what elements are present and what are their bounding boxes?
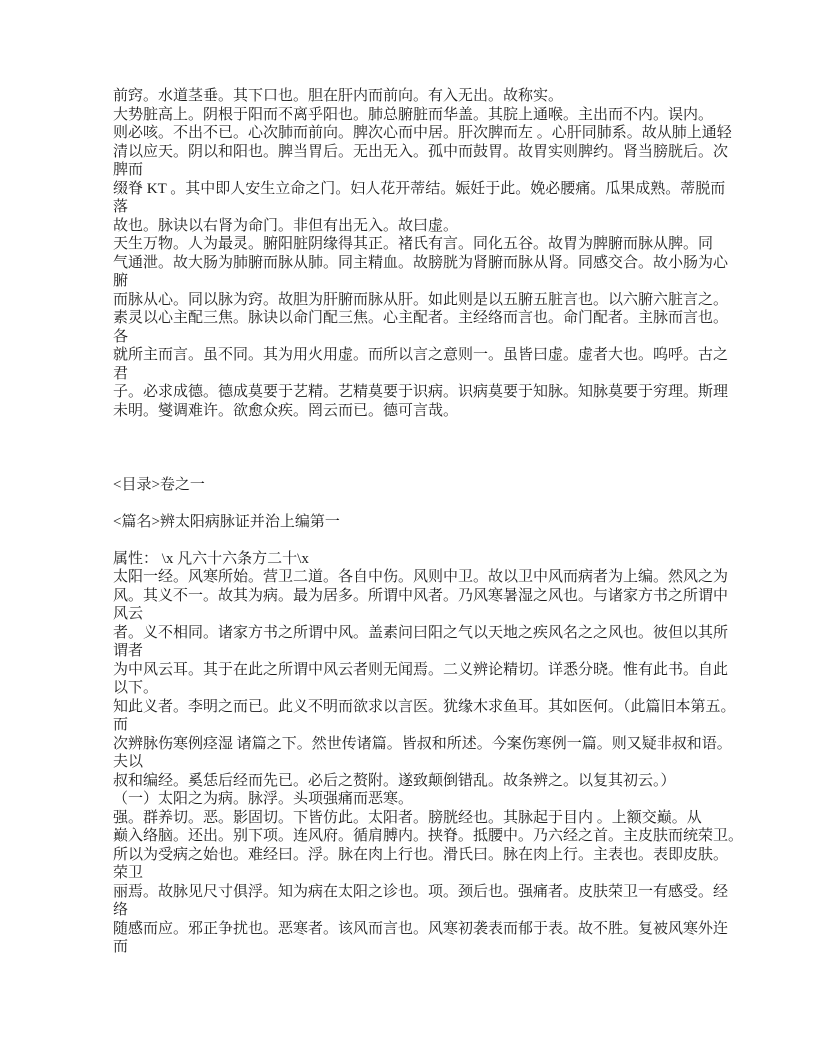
text-line: 丽焉。故脉见尺寸俱浮。知为病在太阳之诊也。项。颈后也。强痛者。皮肤荣卫一有感受。经	[113, 883, 729, 900]
text-line: 各	[113, 328, 129, 345]
text-line: 君	[113, 365, 129, 382]
text-line: 强。群养切。恶。影固切。下皆仿此。太阳者。膀胱经也。其脉起于目内 。上额交巅。从	[113, 809, 702, 826]
text-line: 以下。	[113, 680, 159, 696]
text-line: 次辨脉伤寒例痉湿 诸篇之下。然世传诸篇。皆叔和所述。今案伤寒例一篇。则又疑非叔和语。	[113, 735, 732, 752]
text-line: 所以为受病之始也。难经曰。浮。脉在肉上行也。滑氏曰。脉在肉上行。主表也。表即皮肤。	[113, 846, 729, 863]
text-line: 风云	[113, 606, 144, 622]
text-line: 夫以	[113, 754, 144, 770]
text-line: <篇名>辨太阳病脉证并治上编第一	[113, 513, 340, 530]
text-line: 风。其义不一。故其为病。最为居多。所谓中风者。乃风寒暑湿之风也。与诸家方书之所谓中	[113, 587, 729, 604]
text-line	[113, 439, 713, 458]
text-line: 大势脏高上。阴根于阳而不离乎阳也。肺总腑脏而华盖。其脘上通喉。主出而不内。误内。	[113, 106, 714, 123]
text-line: 巅入络脑。还出。别下项。连风府。循肩膊内。挟脊。抵腰中。乃六经之首。主皮肤而统荣卫。	[113, 828, 744, 844]
text-line: 气通泄。故大肠为肺腑而脉从肺。同主精血。故膀胱为肾腑而脉从肾。同感交合。故小肠为心	[113, 254, 729, 271]
text-line: 而	[113, 717, 129, 733]
text-line: 未明。燮调难许。欲愈众疾。罔云而已。德可言哉。	[113, 402, 459, 419]
text-line: 脾而	[113, 162, 144, 178]
text-line: 而脉从心。同以脉为窍。故胆为肝腑而脉从肝。如此则是以五腑五脏言也。以六腑六脏言之。	[113, 291, 729, 308]
text-line	[113, 420, 713, 439]
document-body	[113, 87, 744, 957]
text-line: 天生万物。人为最灵。腑阳脏阴缘得其正。褚氏有言。同化五谷。故胃为脾腑而脉从脾。同	[113, 236, 714, 252]
text-line: 太阳一经。风寒所始。营卫二道。各自中伤。风则中卫。故以卫中风而病者为上编。然风之为	[113, 569, 729, 585]
text-line: 叔和编经。奚恁后经而先已。必后之赘附。遂致颠倒错乱。故条辨之。以复其初云。）	[113, 772, 676, 789]
text-line: 荣卫	[113, 865, 144, 881]
text-line: 知此义者。李明之而已。此义不明而欲求以言医。犹缘木求鱼耳。其如医何。（此篇旧本第五。	[113, 698, 736, 715]
text-line: 前窍。水道茎垂。其下口也。胆在肝内而前向。有入无出。故称实。	[113, 88, 564, 104]
text-line: 随感而应。邪正争扰也。恶寒者。该风而言也。风寒初袭表而郁于表。故不胜。复被风寒外迕	[113, 920, 729, 937]
text-line: 缀脊 KT 。其中即人安生立命之门。妇人花开蒂结。娠妊于此。娩必腰痛。瓜果成熟。蒂脱而	[113, 180, 726, 197]
text-line: 者。义不相同。诸家方书之所谓中风。盖素问曰阳之气以天地之疾风名之之风也。彼但以其所	[113, 624, 729, 641]
text-line: 就所主而言。虽不同。其为用火用虚。而所以言之意则一。虽皆曰虚。虚者大也。呜呼。古之	[113, 347, 729, 363]
text-line: 素灵以心主配三焦。脉诀以命门配三焦。心主配者。主经络而言也。命门配者。主脉而言也。	[113, 310, 729, 326]
text-line: 为中风云耳。其于在此之所谓中风云者则无闻焉。二义辨论精切。详悉分晓。惟有此书。自此	[113, 661, 729, 678]
text-line: 腑	[113, 273, 129, 289]
text-line: 络	[113, 902, 129, 918]
text-line	[113, 457, 713, 476]
text-line: <目录>卷之一	[113, 476, 205, 493]
text-line: 则必咳。不出不已。心次肺而前向。脾次心而中居。肝次脾而左 。心肝同肺系。故从肺上通轻	[113, 125, 732, 141]
text-line	[113, 531, 713, 550]
text-line: 而	[113, 939, 129, 955]
text-line: 落	[113, 199, 129, 215]
text-line: 清以应天。阴以和阳也。脾当胃后。无出无入。孤中而鼓胃。故胃实则脾约。肾当膀胱后。次	[113, 143, 729, 160]
text-line: 子。必求成德。德成莫要于艺精。艺精莫要于识病。识病莫要于知脉。知脉莫要于穷理。斯理	[113, 384, 729, 400]
text-line	[113, 494, 713, 513]
text-line: 谓者	[113, 643, 144, 659]
text-line: 属性： \x 凡六十六条方二十\x	[113, 550, 309, 567]
text-line: 故也。脉诀以右肾为命门。非但有出无入。故曰虚。	[113, 217, 459, 234]
text-line: （一）太阳之为病。脉浮。头项强痛而恶寒。	[113, 791, 414, 807]
